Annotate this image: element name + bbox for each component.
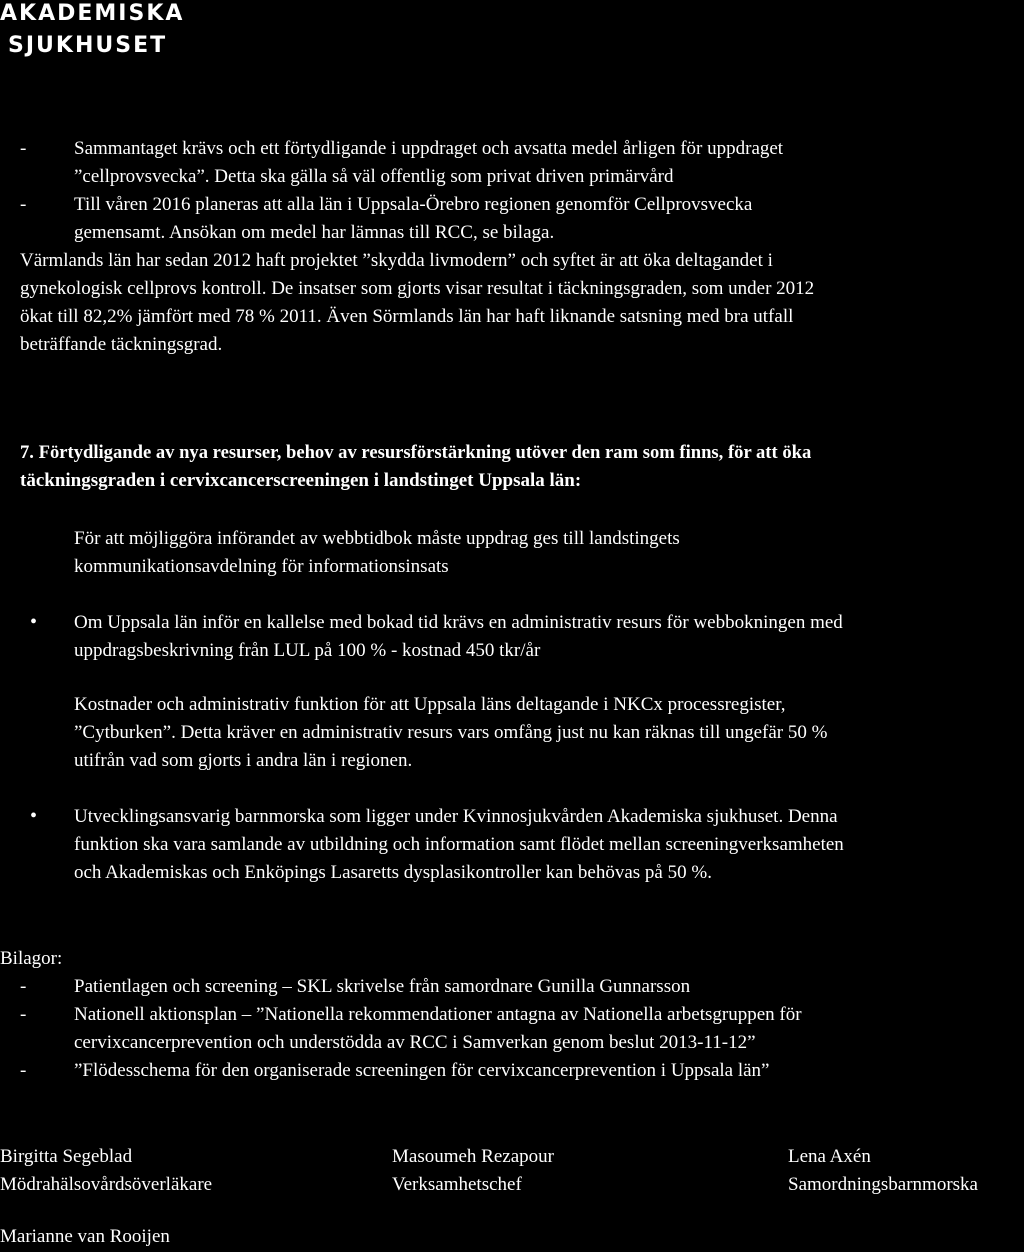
- paragraph-line: gynekologisk cellprovs kontroll. De insatser som gjorts visar resultat i täckningsgraden, som under 2012: [20, 278, 815, 299]
- attachment-line: ”Flödesschema för den organiserade screeningen för cervixcancerprevention i Uppsala län”: [74, 1060, 770, 1081]
- attachment-line: cervixcancerprevention och understödda av RCC i Samverkan genom beslut 2013-11-12”: [74, 1032, 756, 1053]
- item-line: ”Cytburken”. Detta kräver en administrativ resurs vars omfång just nu kan räknas till ungefär 50 %: [74, 722, 828, 743]
- list-marker: -: [20, 194, 27, 215]
- attachment-line: Nationell aktionsplan – ”Nationella rekommendationer antagna av Nationella arbetsgruppen för: [74, 1004, 802, 1025]
- logo-line-2: SJUKHUSET: [8, 33, 168, 58]
- item-line: Kostnader och administrativ funktion för att Uppsala läns deltagande i NKCx processregister,: [74, 694, 786, 715]
- logo-line-1: AKADEMISKA: [0, 1, 185, 26]
- item-line: Utvecklingsansvarig barnmorska som ligger under Kvinnosjukvården Akademiska sjukhuset. Denna: [74, 806, 838, 827]
- list-item-line: Sammantaget krävs och ett förtydligande i uppdraget och avsatta medel årligen för uppdraget: [74, 138, 784, 159]
- item-line: kommunikationsavdelning för informationsinsats: [74, 556, 449, 577]
- list-item-line: gemensamt. Ansökan om medel har lämnas till RCC, se bilaga.: [74, 222, 555, 243]
- attachment-line: Patientlagen och screening – SKL skrivelse från samordnare Gunilla Gunnarsson: [74, 976, 691, 997]
- signature-title: Samordningsbarnmorska: [788, 1174, 978, 1195]
- item-line: Om Uppsala län inför en kallelse med bokad tid krävs en administrativ resurs för webbokningen med: [74, 612, 843, 633]
- paragraph-line: ökat till 82,2% jämfört med 78 % 2011. Även Sörmlands län har haft liknande satsning med bra utfall: [20, 306, 794, 327]
- signature-title: Verksamhetschef: [392, 1174, 522, 1195]
- list-item-line: ”cellprovsvecka”. Detta ska gälla så väl offentlig som privat driven primärvård: [74, 166, 674, 187]
- signature-name: Lena Axén: [788, 1146, 871, 1167]
- bullet: •: [30, 805, 38, 827]
- list-item-line: Till våren 2016 planeras att alla län i Uppsala-Örebro regionen genomför Cellprovsvecka: [74, 194, 753, 215]
- signature-name: Marianne van Rooijen: [0, 1226, 170, 1247]
- item-line: uppdragsbeskrivning från LUL på 100 % - kostnad 450 tkr/år: [74, 640, 541, 661]
- paragraph-line: Värmlands län har sedan 2012 haft projektet ”skydda livmodern” och syftet är att öka deltagandet i: [20, 250, 773, 271]
- item-line: funktion ska vara samlande av utbildning och information samt flödet mellan screeningverksamheten: [74, 834, 844, 855]
- list-marker: -: [20, 1004, 27, 1025]
- signature-name: Birgitta Segeblad: [0, 1146, 133, 1167]
- list-marker: -: [20, 138, 27, 159]
- paragraph-line: beträffande täckningsgrad.: [20, 334, 223, 355]
- attachments-title: Bilagor:: [0, 948, 63, 969]
- item-line: utifrån vad som gjorts i andra län i regionen.: [74, 750, 413, 771]
- signature-title: Mödrahälsovårdsöverläkare: [0, 1174, 213, 1195]
- list-marker: -: [20, 976, 27, 997]
- signature-name: Masoumeh Rezapour: [392, 1146, 554, 1167]
- section-heading: 7. Förtydligande av nya resurser, behov av resursförstärkning utöver den ram som finns, för att öka: [20, 442, 812, 463]
- item-line: För att möjliggöra införandet av webbtidbok måste uppdrag ges till landstingets: [74, 528, 680, 549]
- list-marker: -: [20, 1060, 27, 1081]
- item-line: och Akademiskas och Enköpings Lasaretts dysplasikontroller kan behövas på 50 %.: [74, 862, 712, 883]
- section-heading: täckningsgraden i cervixcancerscreeningen i landstinget Uppsala län:: [20, 470, 582, 491]
- bullet: •: [30, 611, 38, 633]
